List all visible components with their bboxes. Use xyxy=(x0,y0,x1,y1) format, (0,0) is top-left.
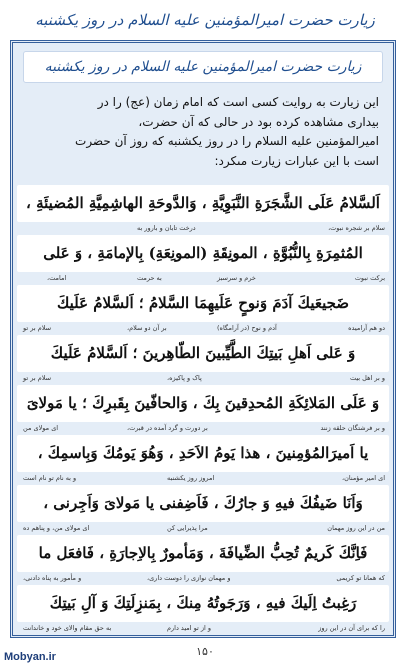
translation-segment: و مهمان نوازی را دوست داری، xyxy=(147,574,231,582)
translation-segment: و بر فرشتگان حلقه زنند xyxy=(320,424,385,432)
content-frame xyxy=(10,40,396,638)
translation-segment: و به نام تو نام است xyxy=(23,474,77,482)
verse-arabic: وَاَنَا ضَيفُكَ فيهِ وَ جارُكَ ، فَاَضِفنى يا مَولاىَ وَاَجِرنى ، xyxy=(17,485,389,522)
intro-line: بيدارى مشاهده كرده بود در حالى كه آن حضرت، xyxy=(138,114,379,129)
verse-translation xyxy=(17,372,389,385)
verse-translation xyxy=(17,272,389,285)
translation-segment: ای مولای من xyxy=(23,424,59,432)
translation-segment: خرم و سرسبز xyxy=(217,274,256,282)
translation-segment: پاک و پاکیزه، xyxy=(167,374,202,382)
translation-segment: به حرمت xyxy=(137,274,162,282)
verse-arabic: وَ عَلى اَهلِ بَيتِكَ الطَّيِّبينَ الطّاهِرينَ ؛ اَلسَّلامُ عَلَيكَ xyxy=(17,335,389,372)
intro-line: امیرالمؤمنین عليه السلام را در روز يكشنبه كه روز آن حضرت xyxy=(75,134,379,148)
translation-segment: بر دورت و گرد آمده در قبرت، xyxy=(127,424,208,432)
translation-segment: ای امیر مؤمنان، xyxy=(342,474,385,482)
translation-segment: و از تو امید دارم xyxy=(167,624,212,632)
translation-segment: به حق مقام والای خود و خاندانت xyxy=(23,624,112,632)
translation-segment: آدم و نوح (در آرامگاه) xyxy=(217,324,277,332)
translation-segment: سلام بر شجره نبوت، xyxy=(328,224,385,232)
translation-segment: دو هم آرامیده xyxy=(348,324,385,332)
site-watermark: Mobyan.ir xyxy=(4,651,56,663)
section-title: زيارت حضرت امیرالمؤمنین علیه السلام در روز یکشنبه xyxy=(23,51,383,83)
translation-segment: برکت نبوت xyxy=(354,274,385,282)
verse-translation xyxy=(17,422,389,435)
translation-segment: بر آن دو سلام، xyxy=(127,324,167,332)
translation-segment: سلام بر تو xyxy=(23,374,52,382)
verse-translation xyxy=(17,522,389,535)
verse-translation xyxy=(17,222,389,235)
verse-arabic: المُثمِرَةِ بِالنُّبُوَّةِ ، المونِقَةِ (المونِعَةِ) بِالإمامَةِ ، وَ عَلى xyxy=(17,235,389,272)
verse-arabic: رَغِبتُ اِلَيكَ فيهِ ، وَرَجَوتُهُ مِنكَ ، بِمَنزِلَتِكَ وَ آلِ بَيتِكَ xyxy=(17,585,389,622)
verse-translation xyxy=(17,472,389,485)
translation-segment: امروز روز یکشنبه xyxy=(167,474,215,482)
verse-arabic: ضَجيعَيكَ آدَمَ وَنوحٍ عَلَيهِمَا السَّلامُ ؛ اَلسَّلامُ عَلَيكَ xyxy=(17,285,389,322)
translation-segment: من در این روز مهمان xyxy=(327,524,385,532)
intro-paragraph xyxy=(27,93,379,171)
verse-translation xyxy=(17,572,389,585)
translation-segment: و مأمور به پناه دادنی، xyxy=(23,574,82,582)
translation-segment: را که برای آن در این روز xyxy=(318,624,385,632)
verse-arabic: فَاِنَّكَ كَريمٌ تُحِبُّ الضِّيافَةَ ، وَمَأمورٌ بِالاِجارَةِ ، فَافعَل ما xyxy=(17,535,389,572)
page-number: ۱۵۰ xyxy=(196,645,214,658)
verse-translation xyxy=(17,622,389,635)
verse-arabic: وَ عَلَى المَلائِكَةِ المُحدِقينَ بِكَ ، وَالحافّينَ بِقَبرِكَ ؛ يا مَولاىَ xyxy=(17,385,389,422)
translation-segment: امامت، xyxy=(47,274,67,282)
translation-segment: که همانا تو کریمی xyxy=(336,574,385,582)
translation-segment: درخت تابان و بارور به xyxy=(137,224,196,232)
verse-arabic: اَلسَّلامُ عَلَى الشَّجَرَةِ النَّبَوِيَّةِ ، وَالدَّوحَةِ الهاشِمِيَّةِ المُضيئَةِ ، xyxy=(17,185,389,222)
intro-line: این زيارت به روايت كسى است كه امام زمان (عج) را در xyxy=(97,95,379,109)
translation-segment: سلام بر تو xyxy=(23,324,52,332)
page-header: زيارت حضرت امیرالمؤمنین علیه السلام در روز یکشنبه xyxy=(35,11,375,29)
translation-segment: و بر اهل بیت xyxy=(349,374,385,382)
verse-translation xyxy=(17,322,389,335)
verse-arabic: يا اَميرَالمُؤمِنينَ ، هذا يَومُ الاَحَدِ ، وَهُوَ يَومُكَ وَبِاسمِكَ ، xyxy=(17,435,389,472)
translation-segment: ای مولای من، و پناهم ده xyxy=(23,524,90,532)
intro-line: است با اين عبارات زيارت مى‏كرد: xyxy=(214,153,379,168)
translation-segment: مرا پذیرایی کن xyxy=(167,524,208,532)
